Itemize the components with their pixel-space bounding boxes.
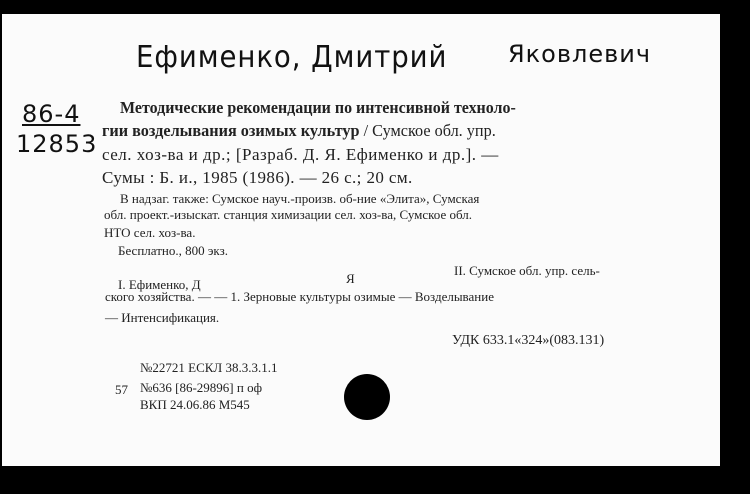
catalog-card: [2, 14, 720, 466]
note-line-1: В надзаг. также: Сумское науч.-произв. об-ние «Элита», Сумская: [120, 191, 480, 206]
note-line-2: обл. проект.-изыскат. станция химизации сел. хоз-ва, Сумское обл.: [104, 207, 473, 222]
handwritten-author-name: Ефименко, Дмитрий: [136, 40, 448, 75]
note-line-3: НТО сел. хоз-ва.: [104, 225, 196, 240]
footer-line-1: №22721 ЕСКЛ 38.3.3.1.1: [140, 360, 278, 375]
footer-line-2: №636 [86-29896] п оф: [140, 380, 263, 395]
handwritten-patronymic: Яковлевич: [508, 40, 652, 68]
title-bold-part: гии возделывания озимых культур: [102, 121, 360, 140]
imprint-line: Сумы : Б. и., 1985 (1986). — 26 с.; 20 см.: [102, 168, 413, 187]
tracing-line-2: ского хозяйства. — — 1. Зерновые культуры озимые — Возделывание: [105, 289, 494, 304]
udk-classification: УДК 633.1«324»(083.131): [452, 333, 605, 348]
tracing-part-ya: Я: [346, 271, 355, 286]
tracing-line-3: — Интенсификация.: [105, 310, 220, 325]
handwritten-shelf-mark: 86-4: [22, 100, 81, 128]
footer-line-3: ВКП 24.06.86 М545: [140, 397, 250, 412]
title-line-1: Методические рекомендации по интенсивной техноло-: [120, 98, 516, 117]
punch-hole: [344, 374, 390, 420]
handwritten-number: 12853: [16, 130, 98, 158]
tracing-part-1: I. Ефименко, Д: [118, 277, 201, 292]
responsibility-line: сел. хоз-ва и др.; [Разраб. Д. Я. Ефименко и др.]. —: [102, 145, 499, 164]
title-line-2: [102, 122, 496, 140]
footer-prefix: 57: [115, 382, 128, 397]
note-line-4: Бесплатно., 800 экз.: [118, 243, 228, 258]
tracing-part-2: II. Сумское обл. упр. сель-: [454, 263, 600, 278]
title-responsibility: / Сумское обл. упр.: [359, 121, 496, 140]
